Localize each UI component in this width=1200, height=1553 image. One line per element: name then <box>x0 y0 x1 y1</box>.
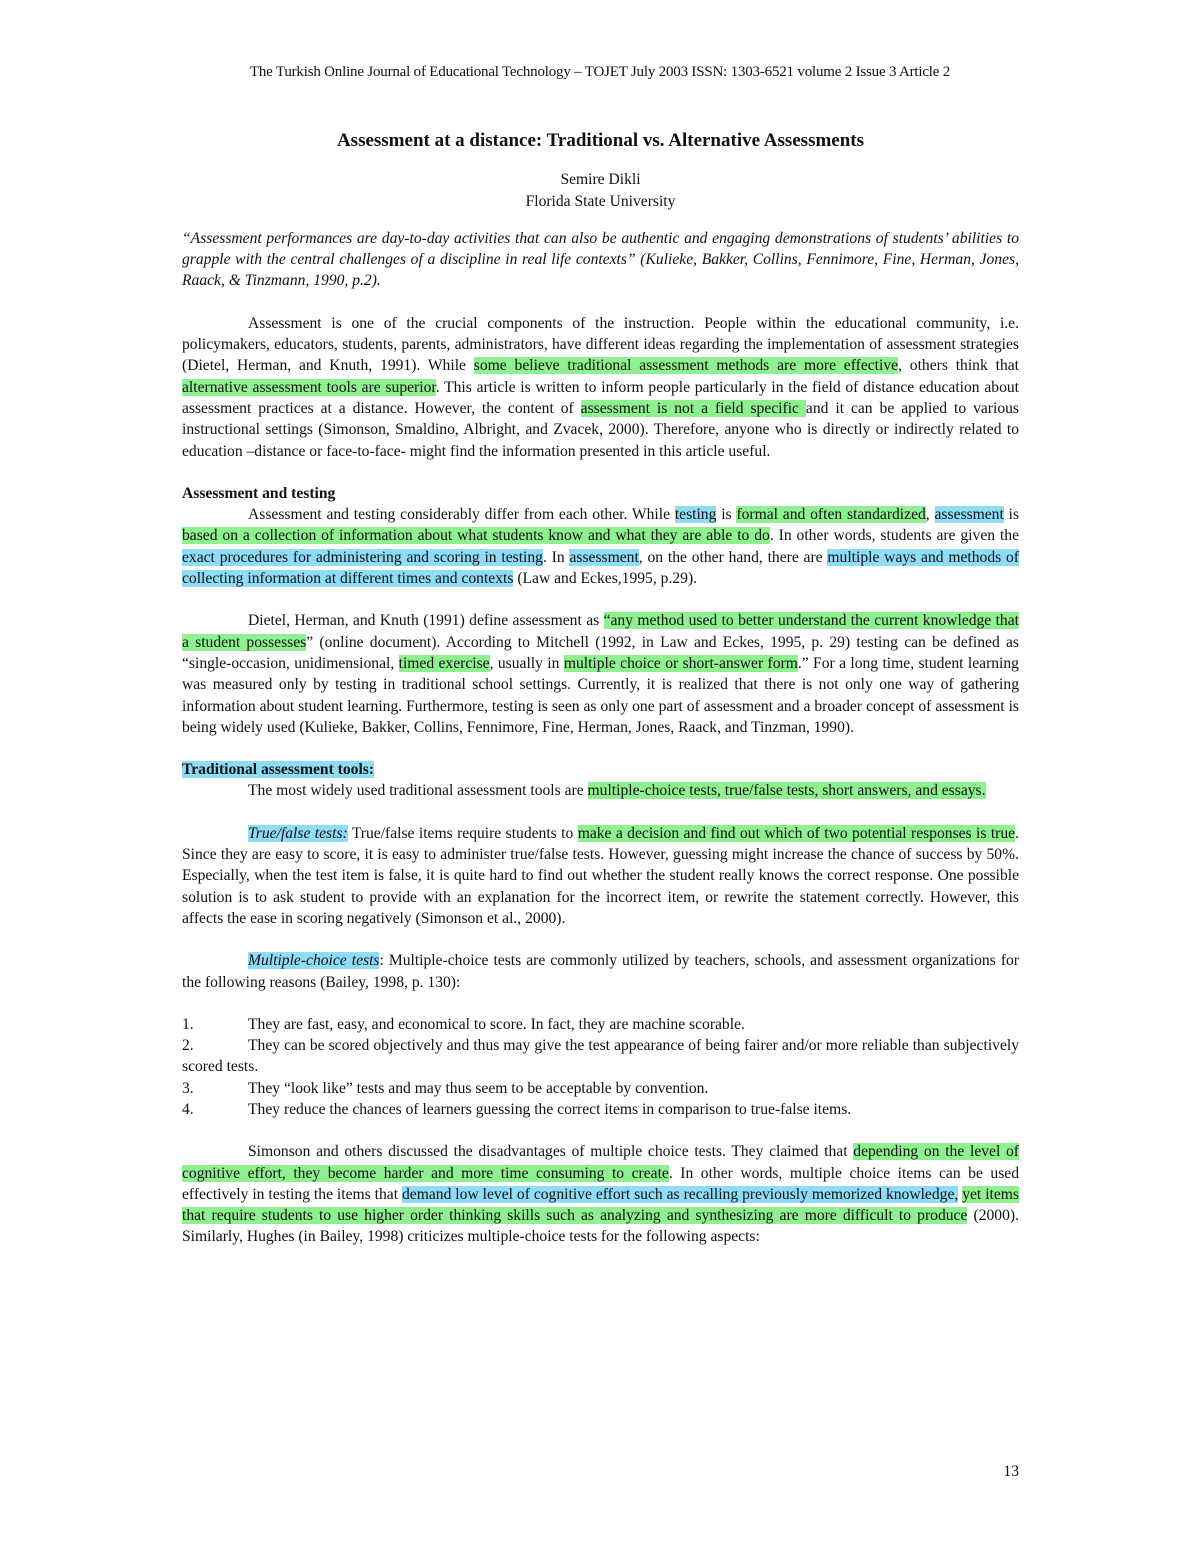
list-number: 1. <box>182 1015 194 1033</box>
reasons-list <box>182 1014 1019 1120</box>
article-title: Assessment at a distance: Traditional vs. Alternative Assessments <box>336 130 865 151</box>
highlight-green: “any method used to better understand the current knowledge that a student possesses <box>182 612 1019 651</box>
highlight-green: assessment is not a field specific <box>580 399 806 417</box>
text-run: . In <box>542 548 570 566</box>
list-item <box>182 1099 1019 1120</box>
section-heading <box>182 759 1019 780</box>
intro-paragraph <box>182 313 1019 462</box>
text-run: The most widely used traditional assessment tools are <box>248 782 588 800</box>
highlight-green: yet items that require students to use higher order thinking skills such as analyzing and synthesizing are more difficult to produce <box>182 1185 1020 1225</box>
author-affiliation: Florida State University <box>525 192 676 210</box>
text-run: Assessment is one of the crucial components of the instruction. People within the educational community, i.e. policymakers, educators, students, parents, administrators, have different ideas regarding the implementation of assessment strategies (Dietel, Herman, and Knuth, 1991). While <box>182 314 1019 375</box>
highlight-blue: Multiple-choice tests <box>248 952 380 970</box>
text-run: (Law and Eckes,1995, p.29). <box>513 570 698 588</box>
highlight-blue: demand low level of cognitive effort such as recalling previously memorized knowledge, <box>402 1185 959 1203</box>
highlight-green: depending on the level of cognitive effort, they become harder and more time consuming to create <box>182 1143 1019 1182</box>
highlight-green: based on a collection of information about what students know and what they are able to do <box>182 527 770 545</box>
highlight-green: formal and often standardized <box>736 506 926 524</box>
highlight-green: make a decision and find out which of two potential responses is true <box>577 824 1016 842</box>
highlight-green: alternative assessment tools are superior <box>182 378 436 396</box>
highlight-blue: multiple ways and methods of collecting information at different times and contexts <box>182 548 1019 588</box>
author-name: Semire Dikli <box>560 171 641 189</box>
text-run: True/false items require students to <box>347 824 578 842</box>
highlight-green: multiple choice or short-answer form <box>563 654 798 672</box>
text-run: . This article is written to inform people particularly in the field of distance education about assessment practices at a distance. However, the content of <box>182 378 1019 417</box>
text-run: , <box>925 506 935 524</box>
text-run: is <box>1003 506 1020 524</box>
highlight-green: multiple-choice tests, true/false tests, short answers, and essays. <box>587 782 986 800</box>
text-run: and it can be applied to various instructional settings (Simonson, Smaldino, Albright, and Zvacek, 2000). Therefore, anyone who is directly or indirectly related to education –distance or face-to-face- might find the information presented in this article useful. <box>182 399 1019 460</box>
text-run: , others think that <box>898 357 1019 375</box>
assessment-testing-paragraph <box>182 504 1019 589</box>
text-run: , on the other hand, there are <box>638 548 828 566</box>
highlight-blue: Traditional assessment tools: <box>182 761 375 779</box>
highlight-blue: True/false tests: <box>248 824 348 842</box>
page-number: 13 <box>1003 1463 1019 1480</box>
text-run: .” For a long time, student learning was measured only by testing in traditional school settings. Currently, it is realized that there is not only one way of gathering information about student learning. Furthermore, testing is seen as only one part of assessment and a broader concept of assessment is being widely used (Kulieke, Bakker, Collins, Fennimore, Fine, Herman, Jones, Raack, and Tinzman, 1990). <box>182 654 1019 736</box>
definition-paragraph <box>182 610 1019 738</box>
text-run: Assessment and testing considerably differ from each other. While <box>248 506 675 524</box>
highlight-green: some believe traditional assessment methods are more effective <box>473 357 899 375</box>
text-run: . In other words, multiple choice items can be used effectively in testing the items that <box>182 1164 1019 1203</box>
list-number: 4. <box>182 1100 194 1118</box>
highlight-blue: testing <box>674 506 717 524</box>
text-run: . In other words, students are given the <box>769 527 1019 545</box>
list-number: 2. <box>182 1037 194 1055</box>
section-heading: Assessment and testing <box>182 484 336 502</box>
highlight-blue: exact procedures for administering and scoring in testing <box>182 548 543 566</box>
text-run: Simonson and others discussed the disadvantages of multiple choice tests. They claimed that <box>248 1143 854 1161</box>
list-text: They “look like” tests and may thus seem to be acceptable by convention. <box>248 1079 709 1097</box>
highlight-blue: assessment <box>569 548 639 566</box>
multiple-choice-paragraph <box>182 950 1019 993</box>
text-run: is <box>716 506 737 524</box>
text-run: , usually in <box>489 654 564 672</box>
list-item <box>182 1078 1019 1099</box>
disadvantages-paragraph <box>182 1141 1019 1247</box>
true-false-paragraph <box>182 823 1019 929</box>
list-text: They can be scored objectively and thus may give the test appearance of being fairer and/or more reliable than subjectively scored tests. <box>182 1037 1019 1076</box>
text-run: Dietel, Herman, and Knuth (1991) define assessment as <box>248 612 604 630</box>
list-item <box>182 1014 1019 1035</box>
text-run: ” (online document). According to Mitchell (1992, in Law and Eckes, 1995, p. 29) testing can be defined as “single-occasion, unidimensional, <box>182 633 1019 672</box>
highlight-green: timed exercise <box>398 654 490 672</box>
list-number: 3. <box>182 1079 194 1097</box>
text-run: (2000). Similarly, Hughes (in Bailey, 1998) criticizes multiple-choice tests for the following aspects: <box>182 1207 1019 1246</box>
epigraph-quote: “Assessment performances are day-to-day activities that can also be authentic and engaging demonstrations of students’ abilities to grapple with the central challenges of a discipline in real life contexts” (Kulieke, Bakker, Collins, Fennimore, Fine, Herman, Jones, Raack, & Tinzmann, 1990, p.2). <box>182 229 1019 290</box>
highlight-blue: assessment <box>934 506 1004 524</box>
article-body <box>182 130 1019 1248</box>
list-item <box>182 1035 1019 1078</box>
list-text: They are fast, easy, and economical to score. In fact, they are machine scorable. <box>248 1015 745 1033</box>
list-text: They reduce the chances of learners guessing the correct items in comparison to true-false items. <box>248 1100 852 1118</box>
running-head: The Turkish Online Journal of Educational Technology – TOJET July 2003 ISSN: 1303-6521 volume 2 Issue 3 Article 2 <box>249 64 951 80</box>
text-run: : Multiple-choice tests are commonly utilized by teachers, schools, and assessment organizations for the following reasons (Bailey, 1998, p. 130): <box>182 952 1019 991</box>
text-run: . Since they are easy to score, it is easy to administer true/false tests. However, guessing might increase the chance of success by 50%. Especially, when the test item is false, it is quite hard to find out whether the student really knows the correct response. One possible solution is to ask student to provide with an explanation for the incorrect item, or rewrite the statement correctly. However, this affects the ease in scoring negatively (Simonson et al., 2000). <box>182 824 1019 927</box>
traditional-tools-paragraph <box>182 780 1019 801</box>
